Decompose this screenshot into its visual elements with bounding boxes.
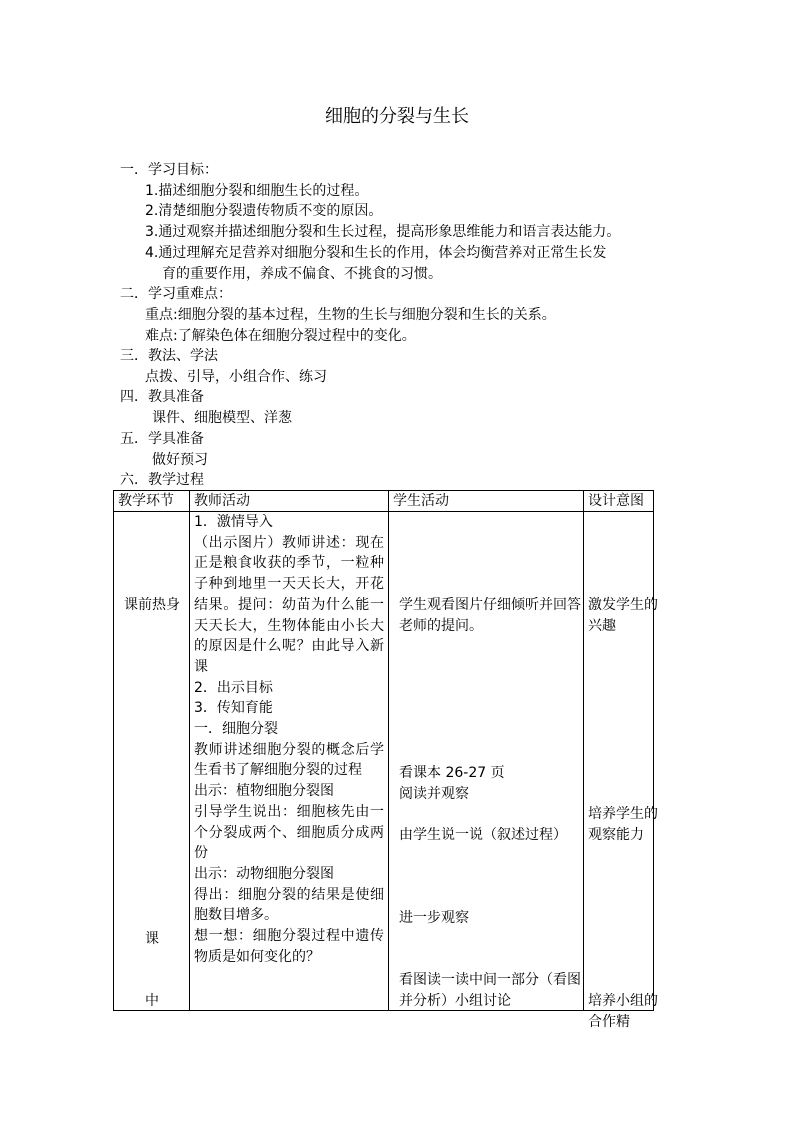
intent-1: 激发学生的兴趣 [588,597,658,634]
student-aids-text: 做好预习 [152,452,208,468]
teaching-aids-text: 课件、细胞模型、洋葱 [152,410,292,426]
student-activity-cell [389,512,584,1011]
header-stage: 教学环节 [114,491,190,512]
key-point: 重点:细胞分裂的基本过程，生物的生长与细胞分裂和生长的关系。 [145,307,556,323]
page-title: 细胞的分裂与生长 [325,106,469,127]
section-1-heading: 一．学习目标： [120,162,218,178]
student-activity-3: 阅读并观察 [399,786,469,802]
stage-char-ke: 课 [145,931,159,947]
objective-2: 2.清楚细胞分裂遗传物质不变的原因。 [145,203,383,219]
objective-1: 1.描述细胞分裂和细胞生长的过程。 [145,183,369,199]
stage-char-zhong: 中 [145,993,159,1009]
teacher-guide: 引导学生说出：细胞核先由一个分裂成两个、细胞质分成两份 [194,803,384,862]
intent-3: 培养小组的合作精 [588,993,658,1030]
stage-label: 课前热身 [124,597,180,613]
section-4-heading: 四．教具准备 [120,389,204,405]
section-3-heading: 三．教法、学法 [120,348,218,364]
teacher-think: 想一想：细胞分裂过程中遗传物质是如何变化的？ [194,928,384,965]
objective-4: 4.通过理解充足营养对细胞分裂和生长的作用，体会均衡营养对正常生长发 [145,245,607,261]
teacher-step-1: 1．激情导入 [194,514,273,530]
header-student: 学生活动 [389,491,584,512]
teacher-conclusion: 得出：细胞分裂的结果是使细胞数目增多。 [194,886,384,924]
objective-4-cont: 育的重要作用，养成不偏食、不挑食的习惯。 [162,266,442,282]
teacher-step-1-desc: （出示图片）教师讲述：现在正是粮食收获的季节，一粒种子种到地里一天天长大，开花结果。提问：幼苗为什么能一天天长大，生物体能由小长大的原因是什么呢？由此导入新课 [194,534,384,675]
student-activity-2: 看课本 26-27 页 [399,765,505,781]
table-header-row [114,491,654,512]
student-activity-6: 看图读一读中间一部分（看图并分析）小组讨论 [399,972,581,1009]
teacher-activity-cell [190,512,389,1011]
intent-2: 培养学生的观察能力 [588,806,658,843]
teaching-process-table [113,490,658,1030]
table-row [114,512,654,1011]
header-teacher: 教师活动 [190,491,389,512]
section-5-heading: 五．学具准备 [120,431,204,447]
teacher-explain: 教师讲述细胞分裂的概念后学生看书了解细胞分裂的过程 [194,741,384,779]
teacher-subtopic: 一．细胞分裂 [194,721,278,738]
teacher-step-3: 3．传知育能 [194,700,273,717]
difficult-point: 难点:了解染色体在细胞分裂过程中的变化。 [145,328,416,344]
method-text: 点拨、引导，小组合作、练习 [145,369,327,385]
student-activity-1: 学生观看图片仔细倾听并回答老师的提问。 [399,597,581,634]
objective-3: 3.通过观察并描述细胞分裂和生长过程，提高形象思维能力和语言表达能力。 [145,224,621,240]
student-activity-4: 由学生说一说（叙述过程） [399,827,567,843]
teacher-show-animal: 出示：动物细胞分裂图 [194,865,334,882]
section-2-heading: 二．学习重难点： [120,286,232,302]
design-intent-cell [584,512,658,1030]
teacher-step-2: 2．出示目标 [194,679,273,696]
student-activity-5: 进一步观察 [399,910,469,926]
teacher-show-plant: 出示：植物细胞分裂图 [194,783,334,800]
section-6-heading: 六．教学过程 [120,472,204,488]
stage-cell [114,512,190,1011]
header-intent: 设计意图 [584,491,654,512]
